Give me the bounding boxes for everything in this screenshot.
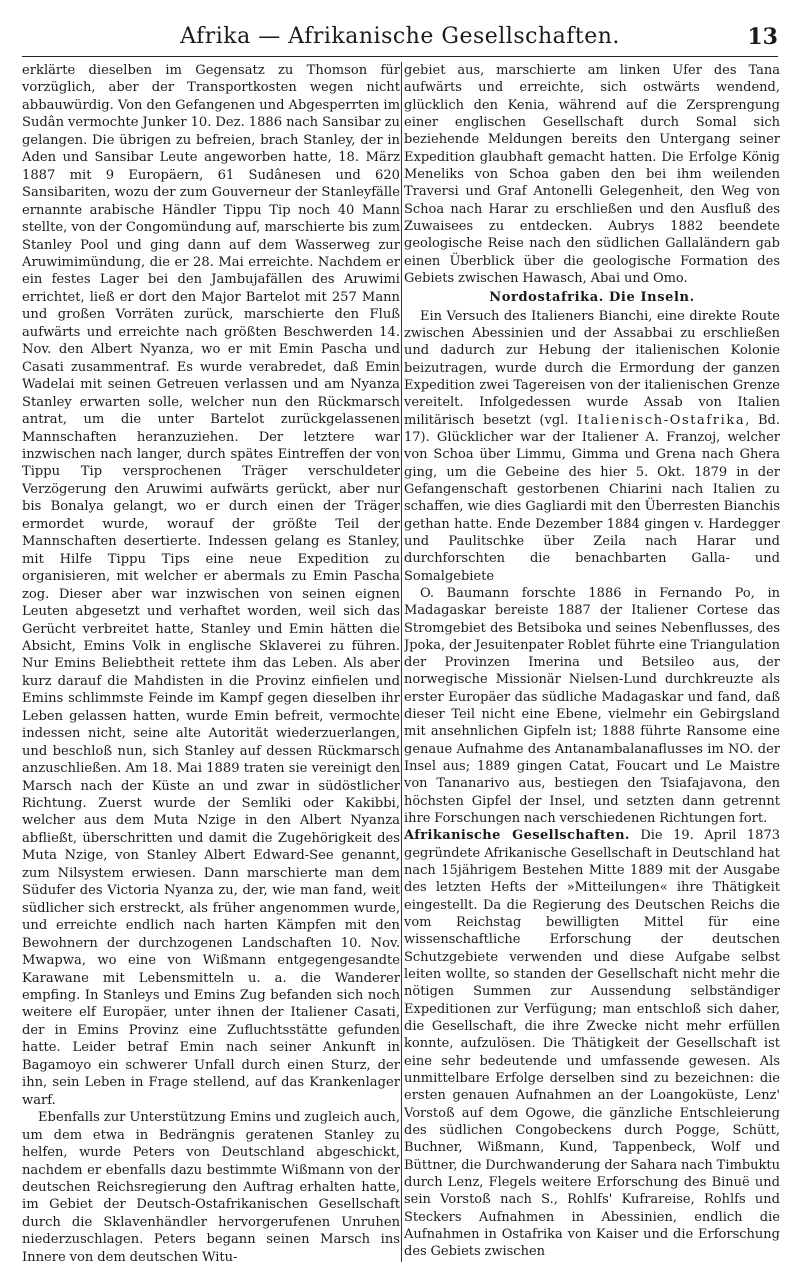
paragraph-stanley-expedition: erklärte dieselben im Gegensatz zu Thomson für vorzüglich, aber der Transportkosten wegen nicht abbauwürdig. Von den Gefangenen und Abgesperrten im Sudân vermochte Junker 10. Dez. 1886 nach Sansibar zu gelangen. Die übrigen zu befreien, brach Stanley, der in Aden und Sansibar Leute angeworben hatte, 18. März 1887 mit 9 Europäern, 61 Sudânesen und 620 Sansibariten, wozu der zum Gouverneur der Stanleyfälle ernannte arabische Händler Tippu Tip noch 40 Mann stellte, von der Congomündung auf, marschierte bis zum Stanley Pool und ging dann auf dem Wasserweg zur Aruwimimündung, die er 28. Mai erreichte. Nachdem er ein festes Lager bei den Jambujafällen des Aruwimi errichtet, ließ er dort den Major Bartelot mit 257 Mann und großen Vorräten zurück, marschierte den Fluß aufwärts und erreichte nach größten Beschwerden 14. Nov. den Albert Nyanza, wo er mit Emin Pascha und Casati zusammentraf. Es wurde verabredet, daß Emin Wadelai mit seinen Getreuen verlassen und am Nyanza Stanley erwarten solle, welcher nun den Rückmarsch antrat, um die unter Bartelot zurückgelassenen Mannschaften heranzuziehen. Der letztere war inzwischen nach langer, durch spätes Eintreffen der von Tippu Tip versprochenen Träger verschuldeter Verzögerung den Aruwimi aufwärts gerückt, aber nur bis Bonalya gelangt, wo er durch einen der Träger ermordet wurde, worauf der größte Teil der Mannschaften desertierte. Indessen gelang es Stanley, mit Hilfe Tippu Tips eine neue Expedition zu organisieren, mit welcher er abermals zu Emin Pascha zog. Dieser aber war inzwischen von seinen eignen Leuten abgesetzt und verhaftet worden, weil sich das Gerücht verbreitet hatte, Stanley und Emin hätten die Absicht, Emins Volk in englische Sklaverei zu führen. Nur Emins Beliebtheit rettete ihm das Leben. Als aber kurz darauf die Mahdisten in die Provinz einfielen und Emins schlimmste Feinde im Kampf gegen dieselben ihr Leben gelassen hatten, wurde Emin befreit, vermochte indessen nicht, seine alte Autorität wiederzuerlangen, und beschloß nun, sich Stanley auf dessen Rückmarsch anzuschließen. Am 18. Mai 1889 traten sie vereinigt den Marsch nach der Küste an und zwar in südöstlicher Richtung. Zuerst wurde der Semliki oder Kakibbi, welcher aus dem Muta Nzige in den Albert Nyanza abfließt, überschritten und damit die Zugehörigkeit des Muta Nzige, von Stanley Albert Edward-See genannt, zum Nilsystem erwiesen. Dann marschierte man dem Südufer des Victoria Nyanza zu, der, wie man fand, weit südlicher sich erstreckt, als früher angenommen wurde, und erreichte endlich nach harten Kämpfen mit den Bewohnern der durchzogenen Landschaften 10. Nov. Mwapwa, wo eine von Wißmann entgegengesandte Karawane mit Lebensmitteln u. a. die Wanderer empfing. In Stanleys und Emins Zug befanden sich noch weitere elf Europäer, unter ihnen der Italiener Casati, der in Emins Provinz eine Zufluchtsstätte gefunden hatte. Leider betraf Emin nach seiner Ankunft in Bagamoyo ein schwerer Unfall durch einen Sturz, der ihn, sein Leben in Frage stellend, auf das Krankenlager warf. (22, 63, 400, 1108)
paragraph-bianchi-text: Ein Versuch des Italieners Bianchi, eine direkte Route zwischen Abessinien und der Assabbai zu erschließen und dadurch zur Hebung der italienischen Kolonie beizutragen, wurde durch die Ermordung der ganzen Expedition zwei Tagereisen von der italienischen Grenze vereitelt. Infolgedessen wurde Assab von Italien militärisch besetzt (vgl. (404, 308, 780, 428)
paragraph-bianchi-rest: , Bd. 17). Glücklicher war der Italiener A. Franzoj, welcher von Schoa über Limmu, Gimma und Grena nach Ghera ging, um die Gebeine des hier 5. Okt. 1879 in der Gefangenschaft gestorbenen Chiarini nach Italien zu schaffen, wie dies Gagliardi mit den Überresten Bianchis gethan hatte. Ende Dezember 1884 gingen v. Hardegger und Paulitschke über Zeila nach Harar und durchforschten die benachbarten Galla- und Somalgebiete (404, 412, 780, 584)
section-heading-nordostafrika: Nordostafrika. Die Inseln. (489, 290, 695, 306)
paragraph-witu-tana: gebiet aus, marschierte am linken Ufer des Tana aufwärts und erreichte, sich ostwärts wendend, glücklich den Kenia, während auf die Zersprengung einer englischen Gesellschaft durch Somal sich beziehende Meldungen bereits den Untergang seiner Expedition glaubhaft gemacht hatten. Die Erfolge König Meneliks von Schoa gaben den bei ihm weilenden Traversi und Graf Antonelli Gelegenheit, den Weg von Schoa nach Harar zu erschließen und den Ausfluß des Zuwaisees zu entdecken. Aubrys 1882 beendete geologische Reise nach den südlichen Gallaländern gab einen Überblick über die geologische Formation des Gebiets zwischen Hawasch, Abai und Omo. (404, 63, 780, 286)
right-column (404, 62, 780, 1267)
paragraph-bianchi (404, 308, 780, 585)
page-number: 13 (747, 24, 778, 50)
paragraph-gesellschaften-text: Die 19. April 1873 gegründete Afrikanische Gesellschaft in Deutschland hat nach 15jährigem Bestehen Mitte 1889 mit der Ausgabe des letzten Hefts der »Mitteilungen« ihre Thätigkeit eingestellt. Da die Regierung des Deutschen Reichs die vom Reichstag bewilligten Mittel für eine wissenschaftliche Erforschung der deutschen Schutzgebiete verwenden und diese Aufgabe selbst leiten wollte, so standen der Gesellschaft nicht mehr die nötigen Summen zur Aussendung selbständiger Expeditionen zur Verfügung; man entschloß sich daher, die Gesellschaft, die ihre Zwecke nicht mehr erfüllen konnte, aufzulösen. Die Thätigkeit der Gesellschaft ist eine sehr bedeutende und umfassende gewesen. Als unmittelbare Erfolge derselben sind zu bezeichnen: die ersten genauen Aufnahmen an der Loangoküste, Lenz' Vorstoß auf dem Ogowe, die gänzliche Entschleierung des südlichen Congobeckens durch Pogge, Schütt, Buchner, Wißmann, Kund, Tappenbeck, Wolf und Büttner, die Durchwanderung der Sahara nach Timbuktu durch Lenz, Flegels weitere Erforschung des Binuë und sein Vorstoß nach S., Rohlfs' Kufrareise, Rohlfs und Steckers Aufnahmen in Abessinien, endlich die Aufnahmen in Ostafrika von Kaiser und die Erforschung des Gebiets zwischen (404, 828, 780, 1260)
paragraph-afrikanische-gesellschaften (404, 827, 780, 1260)
column-divider (401, 62, 402, 1262)
paragraph-madagaskar: O. Baumann forschte 1886 in Fernando Po, in Madagaskar bereiste 1887 der Italiener Cortese das Stromgebiet des Betsiboka und seines Nebenflusses, des Jpoka, der Jesuitenpater Roblet führte eine Triangulation der Provinzen Imerina und Betsileo aus, der norwegische Missionär Nielsen-Lund durchkreuzte als erster Europäer das südliche Madagaskar und fand, daß dieser Teil nicht eine Ebene, vielmehr ein Gebirgsland mit ansehnlichen Gipfeln ist; 1888 führte Ransome eine genaue Aufnahme des Antanambalanaflusses im NO. der Insel aus; 1889 gingen Catat, Foucart und Le Maistre von Tananarivo aus, bestiegen den Tsiafajavona, den höchsten Gipfel der Insel, und setzten dann getrennt ihre Forschungen nach verschiedenen Richtungen fort. (404, 585, 780, 827)
running-title: Afrika — Afrikanische Gesellschaften. (180, 24, 620, 49)
paragraph-peters-expedition: Ebenfalls zur Unterstützung Emins und zugleich auch, um dem etwa in Bedrängnis geratenen Stanley zu helfen, wurde Peters von Deutschland abgeschickt, nachdem er ebenfalls dazu bestimmte Wißmann von der deutschen Reichsregierung den Auftrag erhalten hatte, im Gebiet der Deutsch-Ostafrikanischen Gesellschaft durch die Sklavenhändler hervorgerufenen Unruhen niederzuschlagen. Peters begann seinen Marsch ins Innere von dem deutschen Witu- (22, 1110, 400, 1265)
left-column (22, 62, 400, 1267)
lemma-heading: Afrikanische Gesellschaften. (404, 828, 630, 844)
page-header (22, 22, 778, 57)
cross-reference: Italienisch-Ostafrika (577, 412, 746, 428)
